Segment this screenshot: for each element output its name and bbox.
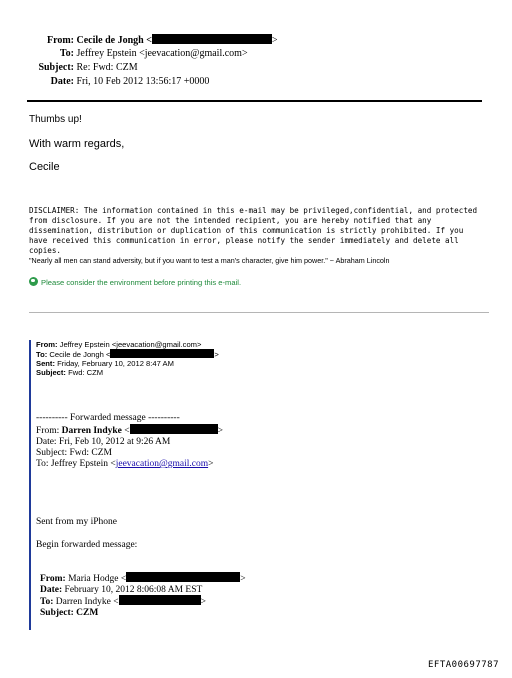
reply-header bbox=[22, 34, 442, 90]
fwd-from-name: Darren Indyke bbox=[61, 426, 122, 436]
redaction-box bbox=[110, 349, 214, 358]
orig-sent-row bbox=[36, 359, 219, 368]
reply-from-suffix: > bbox=[271, 35, 278, 46]
reply-date-row bbox=[22, 76, 442, 90]
redaction-box bbox=[119, 595, 201, 605]
begin-forwarded: Begin forwarded message: bbox=[36, 540, 138, 550]
inner-to-label: To: bbox=[40, 597, 54, 607]
orig-to-value: Cecile de Jongh < bbox=[49, 350, 111, 359]
orig-to-suffix: > bbox=[214, 350, 219, 359]
fwd-block bbox=[36, 413, 223, 470]
inner-from-label: From: bbox=[40, 574, 66, 584]
quote-text: "Nearly all men can stand adversity, but if you want to test a man's character, give him power." ~ Abraham Lincoln bbox=[29, 256, 390, 265]
orig-subject-row bbox=[36, 368, 219, 377]
fwd-subject-row: Subject: Fwd: CZM bbox=[36, 448, 113, 458]
inner-to-value: Darren Indyke < bbox=[55, 597, 119, 607]
reply-from-value: Cecile de Jongh < bbox=[76, 35, 152, 46]
reply-to-label: To: bbox=[59, 48, 74, 59]
inner-date-row bbox=[40, 585, 246, 596]
quote-bar bbox=[29, 340, 31, 630]
orig-subject-value: Fwd: CZM bbox=[68, 368, 104, 377]
body-line-regards: With warm regards, bbox=[29, 138, 125, 150]
inner-subject-label: Subject: bbox=[40, 607, 74, 618]
inner-subject-value: CZM bbox=[76, 607, 99, 618]
inner-subject-row bbox=[40, 608, 246, 619]
redaction-box bbox=[126, 572, 240, 582]
inner-to-row bbox=[40, 595, 246, 608]
orig-from-row bbox=[36, 340, 219, 349]
orig-header bbox=[36, 340, 219, 377]
reply-subject-row bbox=[22, 62, 442, 76]
fwd-from-label: From: bbox=[36, 426, 60, 436]
redaction-box bbox=[130, 424, 218, 434]
fwd-marker: ---------- Forwarded message ---------- bbox=[36, 413, 180, 423]
environment-note-text: Please consider the environment before printing this e-mail. bbox=[41, 278, 242, 287]
reply-from-row bbox=[22, 34, 442, 48]
fwd-to-email-link[interactable]: jeevacation@gmail.com bbox=[115, 459, 209, 469]
reply-subject-label: Subject: bbox=[38, 62, 74, 73]
fwd-date-row: Date: Fri, Feb 10, 2012 at 9:26 AM bbox=[36, 437, 171, 447]
inner-from-row bbox=[40, 572, 246, 585]
fwd-from-row bbox=[36, 424, 223, 437]
orig-subject-label: Subject: bbox=[36, 368, 66, 377]
reply-subject-value: Re: Fwd: CZM bbox=[76, 62, 138, 73]
inner-date-label: Date: bbox=[40, 584, 63, 595]
orig-from-value: Jeffrey Epstein <jeevacation@gmail.com> bbox=[59, 340, 202, 349]
orig-sent-value: Friday, February 10, 2012 8:47 AM bbox=[57, 359, 174, 368]
inner-from-suffix: > bbox=[240, 574, 246, 584]
document-id: EFTA00697787 bbox=[428, 660, 500, 670]
disclaimer-text: DISCLAIMER: The information contained in this e-mail may be privileged,confidential, and protected from disclosure. If you are not the intended recipient, you are hereby notified that any dissemination, distribution or duplication of this communication is strictly prohibited. If you have received this communication in error, please notify the sender immediately and delete all copies. bbox=[29, 206, 478, 255]
reply-to-value: Jeffrey Epstein <jeevacation@gmail.com> bbox=[76, 48, 248, 59]
thread-separator bbox=[29, 312, 489, 313]
environment-note bbox=[29, 277, 241, 287]
body-line-signature: Cecile bbox=[29, 161, 60, 173]
inner-to-suffix: > bbox=[200, 597, 206, 607]
header-divider bbox=[27, 100, 482, 102]
reply-to-row bbox=[22, 48, 442, 62]
fwd-to-suffix: > bbox=[208, 459, 214, 469]
inner-date-value: February 10, 2012 8:06:08 AM EST bbox=[64, 584, 203, 595]
inner-header bbox=[40, 572, 246, 618]
body-line-thumbs: Thumbs up! bbox=[29, 114, 82, 125]
fwd-to-row bbox=[36, 459, 223, 470]
fwd-from-open: < bbox=[121, 426, 130, 436]
fwd-to-prefix: To: Jeffrey Epstein < bbox=[36, 459, 116, 469]
globe-icon bbox=[29, 277, 38, 286]
orig-sent-label: Sent: bbox=[36, 359, 55, 368]
reply-date-value: Fri, 10 Feb 2012 13:56:17 +0000 bbox=[76, 76, 210, 87]
reply-from-label: From: bbox=[46, 35, 74, 46]
reply-date-label: Date: bbox=[50, 76, 74, 87]
redaction-box bbox=[152, 34, 272, 44]
orig-to-row bbox=[36, 349, 219, 359]
fwd-from-suffix: > bbox=[217, 426, 223, 436]
inner-from-value: Maria Hodge < bbox=[68, 574, 127, 584]
orig-from-label: From: bbox=[36, 340, 58, 349]
orig-to-label: To: bbox=[36, 350, 48, 359]
sent-from-iphone: Sent from my iPhone bbox=[36, 517, 118, 527]
